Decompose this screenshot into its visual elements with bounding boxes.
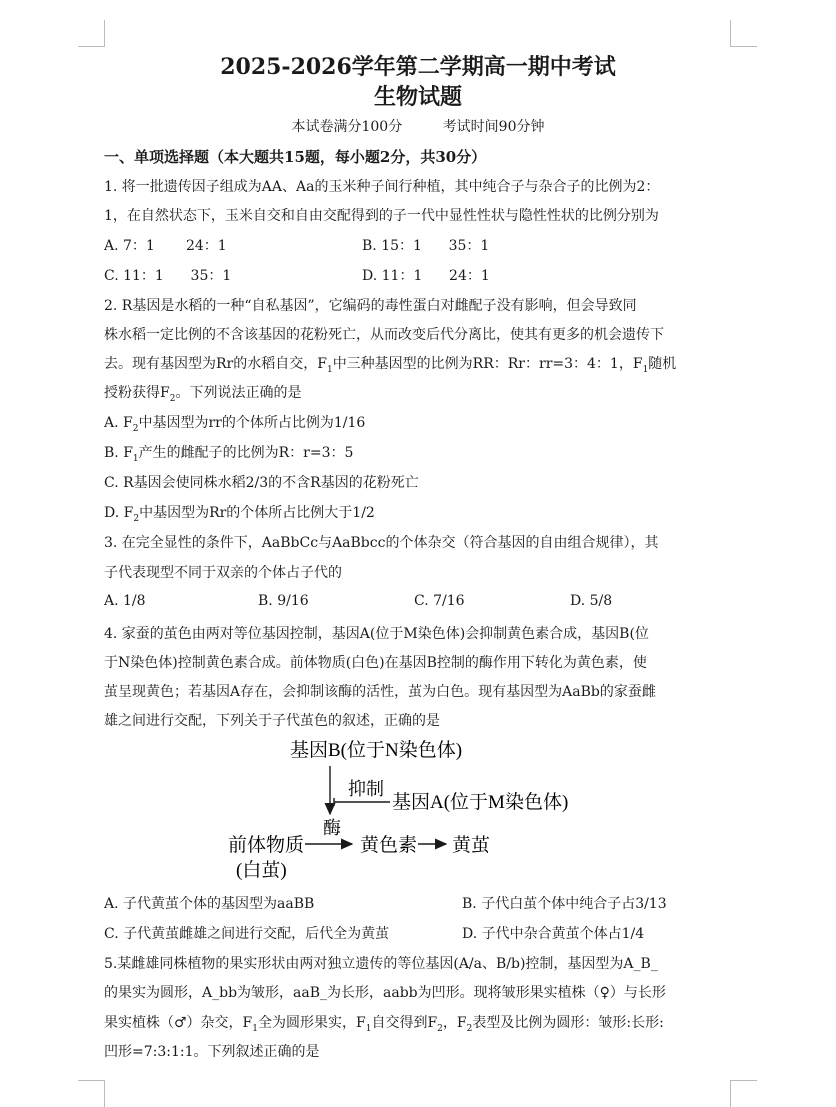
corner-mark-bottom-right bbox=[730, 1080, 757, 1107]
exam-subject: 生物试题 bbox=[373, 84, 462, 110]
q2-line1: 2. R基因是水稻的一种“自私基因”，它编码的毒性蛋白对雌配子没有影响，但会导致同 bbox=[104, 298, 637, 314]
corner-mark-top-left bbox=[78, 20, 105, 47]
q4-line3: 茧呈现黄色；若基因A存在，会抑制该酶的活性，茧为白色。现有基因型为AaBb的家蚕雌 bbox=[104, 684, 656, 700]
time-info: 考试时间90分钟 bbox=[442, 119, 545, 135]
q2-option-a: A. $F_2$中基因型为rr的个体所占比例为1/16 bbox=[104, 415, 366, 434]
q2-option-b: B. $F_1$产生的雌配子的比例为R：r=3：5 bbox=[104, 445, 354, 464]
q1-option-b: B. 15：1 35：1 bbox=[362, 238, 490, 254]
q1-option-a: A. 7：1 24：1 bbox=[104, 238, 227, 254]
q1-option-d: D. 11：1 24：1 bbox=[362, 268, 490, 284]
q3-line1: 3. 在完全显性的条件下，AaBbCc与AaBbcc的个体杂交（符合基因的自由组合规律），其 bbox=[104, 535, 659, 551]
q1-line1: 1. 将一批遗传因子组成为AA、Aa的玉米种子间行种植，其中纯合子与杂合子的比例为2： bbox=[104, 179, 660, 195]
exam-info bbox=[0, 116, 836, 136]
q4-line2: 于N染色体)控制黄色素合成。前体物质(白色)在基因B控制的酶作用下转化为黄色素，使 bbox=[104, 655, 647, 671]
diagram-white-cocoon: (白茧) bbox=[236, 860, 287, 881]
q4-option-a: A. 子代黄茧个体的基因型为aaBB bbox=[104, 896, 315, 912]
diagram-gene-a: 基因A(位于M染色体) bbox=[392, 792, 569, 813]
q3-option-b: B. 9/16 bbox=[258, 593, 309, 609]
q3-option-a: A. 1/8 bbox=[104, 593, 146, 609]
q2-option-d: D. $F_2$中基因型为Rr的个体所占比例大于1/2 bbox=[104, 505, 375, 524]
q2-line4: 授粉获得$F_2$。下列说法正确的是 bbox=[104, 385, 302, 404]
q5-line4: 凹形=7:3:1:1。下列叙述正确的是 bbox=[104, 1044, 320, 1060]
q4-line4: 雄之间进行交配，下列关于子代茧色的叙述，正确的是 bbox=[104, 713, 440, 729]
q5-line1: 5.某雌雄同株植物的果实形状由两对独立遗传的等位基因(A/a、B/b)控制，基因型为A_B_ bbox=[104, 956, 658, 972]
q1-option-c: C. 11：1 35：1 bbox=[104, 268, 232, 284]
diagram-gene-b: 基因B(位于N染色体) bbox=[290, 740, 463, 761]
q3-option-d: D. 5/8 bbox=[570, 593, 613, 609]
q3-line2: 子代表现型不同于双亲的个体占子代的 bbox=[104, 565, 342, 581]
section-heading: 一、单项选择题（本大题共15题，每小题2分，共30分） bbox=[104, 148, 487, 166]
q4-option-b: B. 子代白茧个体中纯合子占3/13 bbox=[462, 896, 667, 912]
diagram-inhibit-label: 抑制 bbox=[348, 779, 384, 799]
q4-option-d: D. 子代中杂合黄茧个体占1/4 bbox=[462, 926, 645, 942]
q2-line2: 株水稻一定比例的不含该基因的花粉死亡，从而改变后代分离比，使其有更多的机会遗传下 bbox=[104, 327, 664, 343]
q3-option-c: C. 7/16 bbox=[414, 593, 465, 609]
q2-option-c: C. R基因会使同株水稻2/3的不含R基因的花粉死亡 bbox=[104, 475, 419, 491]
q2-line3: 去。现有基因型为Rr的水稻自交，$F_1$中三种基因型的比例为RR：Rr：rr=3：4：1，$F_1$随机 bbox=[104, 356, 677, 375]
exam-title: 2025-2026学年第二学期高一期中考试 bbox=[220, 54, 616, 80]
q4-option-c: C. 子代黄茧雌雄之间进行交配，后代全为黄茧 bbox=[104, 926, 390, 942]
q5-line2: 的果实为圆形，A_bb为皱形，aaB_为长形，aabb为凹形。现将皱形果实植株（♀）与长形 bbox=[104, 985, 666, 1001]
corner-mark-top-right bbox=[730, 20, 757, 47]
diagram-enzyme-label: 酶 bbox=[323, 818, 341, 838]
diagram-precursor: 前体物质 bbox=[228, 835, 305, 856]
corner-mark-bottom-left bbox=[78, 1080, 105, 1107]
diagram-yellow-cocoon: 黄茧 bbox=[452, 835, 491, 856]
gene-pathway-diagram bbox=[200, 732, 620, 882]
diagram-pigment: 黄色素 bbox=[360, 835, 418, 856]
q4-line1: 4. 家蚕的茧色由两对等位基因控制，基因A(位于M染色体)会抑制黄色素合成，基因B(位 bbox=[104, 626, 649, 642]
q5-line3: 果实植株（♂）杂交，$F_1$全为圆形果实，$F_1$自交得到$F_2$，$F_2$表型及比例为圆形：皱形:长形: bbox=[104, 1015, 664, 1034]
score-info: 本试卷满分100分 bbox=[291, 119, 403, 135]
q1-line2: 1，在自然状态下，玉米自交和自由交配得到的子一代中显性性状与隐性性状的比例分别为 bbox=[104, 208, 659, 224]
